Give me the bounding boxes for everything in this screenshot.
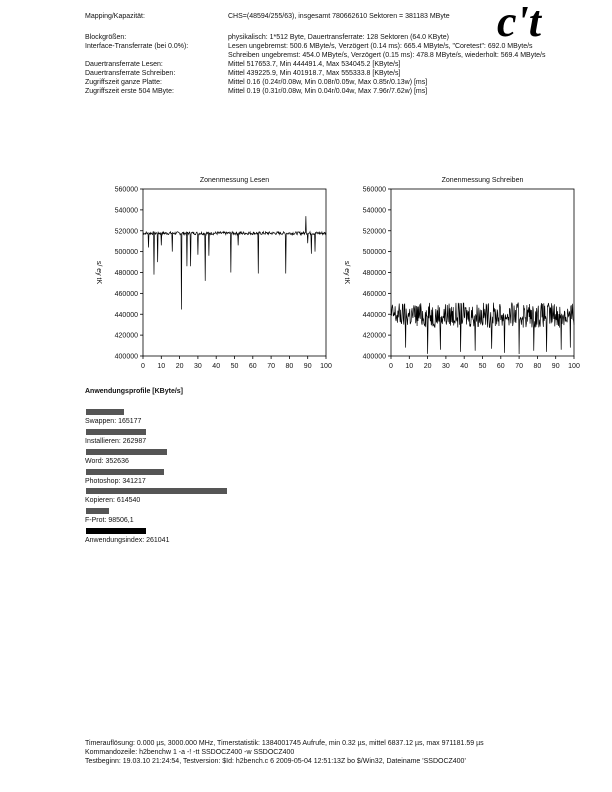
spec-label-read-rate: Dauertransferrate Lesen: — [85, 61, 163, 68]
x-tick-label: 100 — [568, 363, 580, 370]
profile-label-photoshop: Photoshop: 341217 — [85, 478, 146, 485]
profile-name: Photoshop — [85, 478, 119, 485]
x-tick-label: 80 — [285, 363, 294, 370]
chart-read-svg — [85, 172, 335, 377]
profile-bar-swappen — [86, 409, 124, 415]
profile-value: 98506,1 — [108, 517, 134, 524]
profile-bar-word — [86, 449, 167, 455]
x-tick-label: 40 — [212, 363, 221, 370]
x-tick-label: 80 — [533, 363, 542, 370]
profile-label-swappen: Swappen: 165177 — [85, 418, 142, 425]
y-tick-label: 440000 — [362, 311, 386, 319]
y-tick-label: 500000 — [114, 249, 138, 257]
ct-logo — [497, 0, 577, 40]
x-tick-label: 50 — [230, 363, 239, 370]
y-tick-label: 420000 — [114, 332, 138, 340]
y-tick-label: 560000 — [114, 186, 138, 194]
spec-label-access-full: Zugriffszeit ganze Platte: — [85, 79, 162, 86]
y-tick-label: 460000 — [114, 290, 138, 298]
y-tick-label: 400000 — [362, 353, 386, 361]
x-tick-label: 100 — [320, 363, 332, 370]
profile-name: F-Prot — [85, 517, 105, 524]
spec-value-mapping: CHS=(48594/255/63), insgesamt 780662610 Sektoren = 381183 MByte — [228, 13, 450, 20]
profile-value: 261041 — [146, 537, 170, 544]
profile-bar-fprot — [86, 508, 109, 514]
x-tick-label: 40 — [460, 363, 469, 370]
spec-value-write-rate: Mittel 439225.9, Min 401918.7, Max 555333.8 [KByte/s] — [228, 70, 401, 77]
x-tick-label: 30 — [194, 363, 202, 370]
spec-value-access-full: Mittel 0.16 (0.24r/0.08w, Min 0.08r/0.05w, Max 0.85r/0.13w) [ms] — [228, 79, 428, 86]
profile-bar-kopieren — [86, 488, 227, 494]
x-tick-label: 10 — [405, 363, 414, 370]
profile-name: Installieren — [85, 438, 119, 445]
chart-title: Zonenmessung Schreiben — [441, 177, 524, 184]
spec-value-interface-read: Lesen ungebremst: 500.6 MByte/s, Verzögert (0.14 ms): 665.4 MByte/s, "Coretest": 692.0 MByte/s — [228, 43, 533, 50]
y-axis-label: s/ ey tK — [343, 260, 350, 285]
profile-label-installieren: Installieren: 262987 — [85, 438, 147, 445]
profile-value: 165177 — [118, 418, 142, 425]
y-tick-label: 460000 — [362, 290, 386, 298]
profile-bar-index — [86, 528, 146, 534]
y-tick-label: 560000 — [362, 186, 386, 194]
profile-name: Anwendungsindex — [85, 537, 143, 544]
x-tick-label: 30 — [442, 363, 450, 370]
profile-value: 262987 — [122, 438, 147, 445]
x-tick-label: 70 — [267, 363, 275, 370]
profile-bar-installieren — [86, 429, 146, 435]
x-tick-label: 20 — [175, 363, 184, 370]
x-tick-label: 50 — [478, 363, 487, 370]
x-tick-label: 10 — [157, 363, 166, 370]
x-tick-label: 60 — [248, 363, 257, 370]
spec-value-access-504: Mittel 0.19 (0.31r/0.08w, Min 0.04r/0.04w, Max 7.96r/7.62w) [ms] — [228, 88, 428, 95]
profile-value: 352636 — [105, 458, 129, 465]
x-tick-label: 0 — [389, 363, 393, 370]
profile-name: Word — [85, 458, 102, 465]
plot-frame — [143, 189, 326, 356]
profile-name: Swappen — [85, 418, 115, 425]
spec-label-write-rate: Dauertransferrate Schreiben: — [85, 70, 176, 77]
spec-value-read-rate: Mittel 517653.7, Min 444491.4, Max 534045.2 [KByte/s] — [228, 61, 401, 68]
footer-timer: Timerauflösung: 0.000 µs, 3000.000 MHz, Timerstatistik: 1384001745 Aufrufe, min 0.32 µs, mittel 6837.12 µs, max 971181.59 µs — [85, 740, 484, 747]
series-line — [143, 216, 326, 309]
x-tick-label: 0 — [141, 363, 145, 370]
spec-label-mapping: Mapping/Kapazität: — [85, 13, 145, 20]
footer-commandline: Kommandozeile: h2benchw 1 -a -! -tt SSDOCZ400 -w SSDOCZ400 — [85, 749, 295, 756]
spec-value-interface-write: Schreiben ungebremst: 454.0 MByte/s, Verzögert (0.15 ms): 478.8 MByte/s, wiederholt: 569.4 MByte/s — [228, 52, 546, 59]
spec-label-blocksize: Blockgrößen: — [85, 34, 127, 41]
x-tick-label: 90 — [303, 363, 312, 370]
chart-write — [333, 172, 583, 377]
profile-value: 341217 — [122, 478, 146, 485]
series-line — [391, 303, 574, 354]
profile-name: Kopieren — [85, 497, 114, 504]
x-tick-label: 90 — [551, 363, 560, 370]
footer-testinfo: Testbeginn: 19.03.10 21:24:54, Testversion: $Id: h2bench.c 6 2009-05-04 12:51:13Z bo $/Win32, Dateiname 'SSDOCZ400' — [85, 758, 466, 765]
x-tick-label: 20 — [423, 363, 432, 370]
chart-write-svg — [333, 172, 583, 377]
profile-label-index: Anwendungsindex: 261041 — [85, 537, 170, 544]
chart-title: Zonenmessung Lesen — [199, 177, 270, 184]
spec-label-access-504: Zugriffszeit erste 504 MByte: — [85, 88, 174, 95]
y-tick-label: 520000 — [114, 228, 138, 236]
y-axis-label: s/ ey tK — [95, 260, 102, 285]
y-tick-label: 400000 — [114, 353, 138, 361]
y-tick-label: 440000 — [114, 311, 138, 319]
spec-label-interface: Interface-Transferrate (bei 0.0%): — [85, 43, 189, 50]
y-tick-label: 480000 — [114, 270, 138, 277]
chart-read — [85, 172, 335, 377]
y-tick-label: 520000 — [362, 228, 386, 236]
y-tick-label: 420000 — [362, 332, 386, 340]
y-tick-label: 540000 — [114, 207, 138, 215]
ct-logo-text: c't — [497, 0, 541, 40]
y-tick-label: 540000 — [362, 207, 386, 215]
profile-label-word: Word: 352636 — [85, 458, 129, 465]
x-tick-label: 70 — [515, 363, 523, 370]
y-tick-label: 480000 — [362, 270, 386, 277]
spec-value-blocksize: physikalisch: 1*512 Byte, Dauertransferrate: 128 Sektoren (64.0 KByte) — [228, 34, 450, 41]
profile-label-fprot: F-Prot: 98506,1 — [85, 517, 134, 524]
profile-bar-photoshop — [86, 469, 164, 475]
x-tick-label: 60 — [496, 363, 505, 370]
profile-label-kopieren: Kopieren: 614540 — [85, 497, 141, 504]
profile-value: 614540 — [116, 497, 141, 504]
profiles-title: Anwendungsprofile [KByte/s] — [85, 388, 184, 395]
y-tick-label: 500000 — [362, 249, 386, 257]
ct-logo-icon — [497, 0, 577, 40]
